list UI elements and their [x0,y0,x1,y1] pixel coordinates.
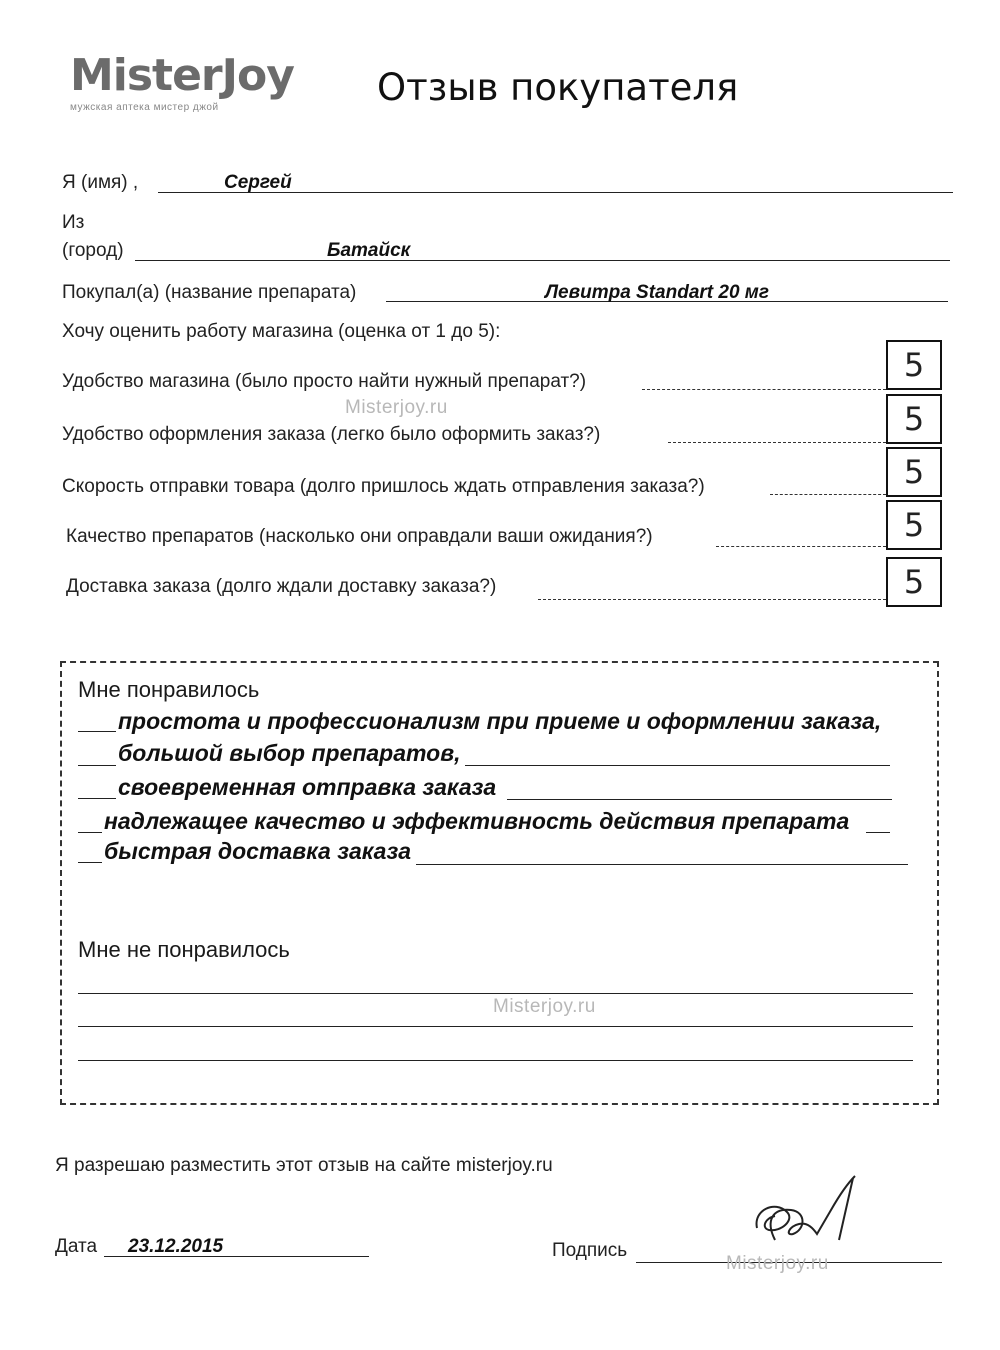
liked-item: большой выбор препаратов, [118,740,461,766]
liked-item: своевременная отправка заказа [118,774,497,800]
liked-item-blank [78,798,116,799]
disliked-line [78,1026,913,1027]
rating-dash-leader [538,599,886,600]
disliked-line [78,1060,913,1061]
liked-item-underline [866,832,890,833]
rating-dash-leader [716,546,886,547]
date-label: Дата [55,1236,98,1257]
disliked-line [78,993,913,994]
logo [70,52,294,113]
permission-text: Я разрешаю разместить этот отзыв на сайте misterjoy.ru [55,1155,553,1176]
name-label: Я (имя) , [62,172,139,193]
rating-dash-leader [642,389,886,390]
city-value: Батайск [327,240,411,261]
rating-label: Удобство оформления заказа (легко было оформить заказ?) [62,424,601,445]
rating-score-box: 5 [886,500,942,550]
liked-heading: Мне понравилось [78,677,260,702]
liked-item-underline [416,864,908,865]
liked-item-underline [465,765,890,766]
logo-name: MisterJoy [70,50,294,101]
rating-label: Удобство магазина (было просто найти нужный препарат?) [62,371,587,392]
watermark: Misterjoy.ru [726,1253,829,1274]
liked-item: надлежащее качество и эффективность действия препарата [104,808,850,834]
liked-item-blank [78,765,116,766]
rating-intro: Хочу оценить работу магазина (оценка от 1 до 5): [62,321,501,342]
signature-label: Подпись [552,1240,628,1261]
rating-score-box: 5 [886,394,942,444]
rating-score-box: 5 [886,557,942,607]
logo-tagline: мужская аптека мистер джой [70,102,219,113]
rating-score-box: 5 [886,447,942,497]
liked-item-blank [78,862,102,863]
rating-score-box: 5 [886,340,942,390]
city-label-line2: (город) [62,240,124,261]
signature-scribble [735,1170,875,1265]
rating-dash-leader [770,494,886,495]
city-underline [135,260,950,261]
city-label-line1: Из [62,212,85,233]
product-label: Покупал(а) (название препарата) [62,282,357,303]
rating-dash-leader [668,442,886,443]
liked-item-underline [507,799,892,800]
liked-item: быстрая доставка заказа [104,838,411,864]
disliked-heading: Мне не понравилось [78,937,290,962]
liked-item-blank [78,731,116,732]
watermark: Misterjoy.ru [345,397,448,418]
date-value: 23.12.2015 [128,1236,224,1257]
name-value: Сергей [224,172,292,193]
page-title: Отзыв покупателя [377,66,739,109]
watermark: Misterjoy.ru [493,996,596,1017]
liked-item-blank [78,832,102,833]
product-value: Левитра Standart 20 мг [545,282,770,303]
rating-label: Скорость отправки товара (долго пришлось ждать отправления заказа?) [62,476,705,497]
rating-label: Доставка заказа (долго ждали доставку заказа?) [66,576,497,597]
liked-item: простота и профессионализм при приеме и оформлении заказа, [118,708,882,734]
rating-label: Качество препаратов (насколько они оправдали ваши ожидания?) [66,526,653,547]
